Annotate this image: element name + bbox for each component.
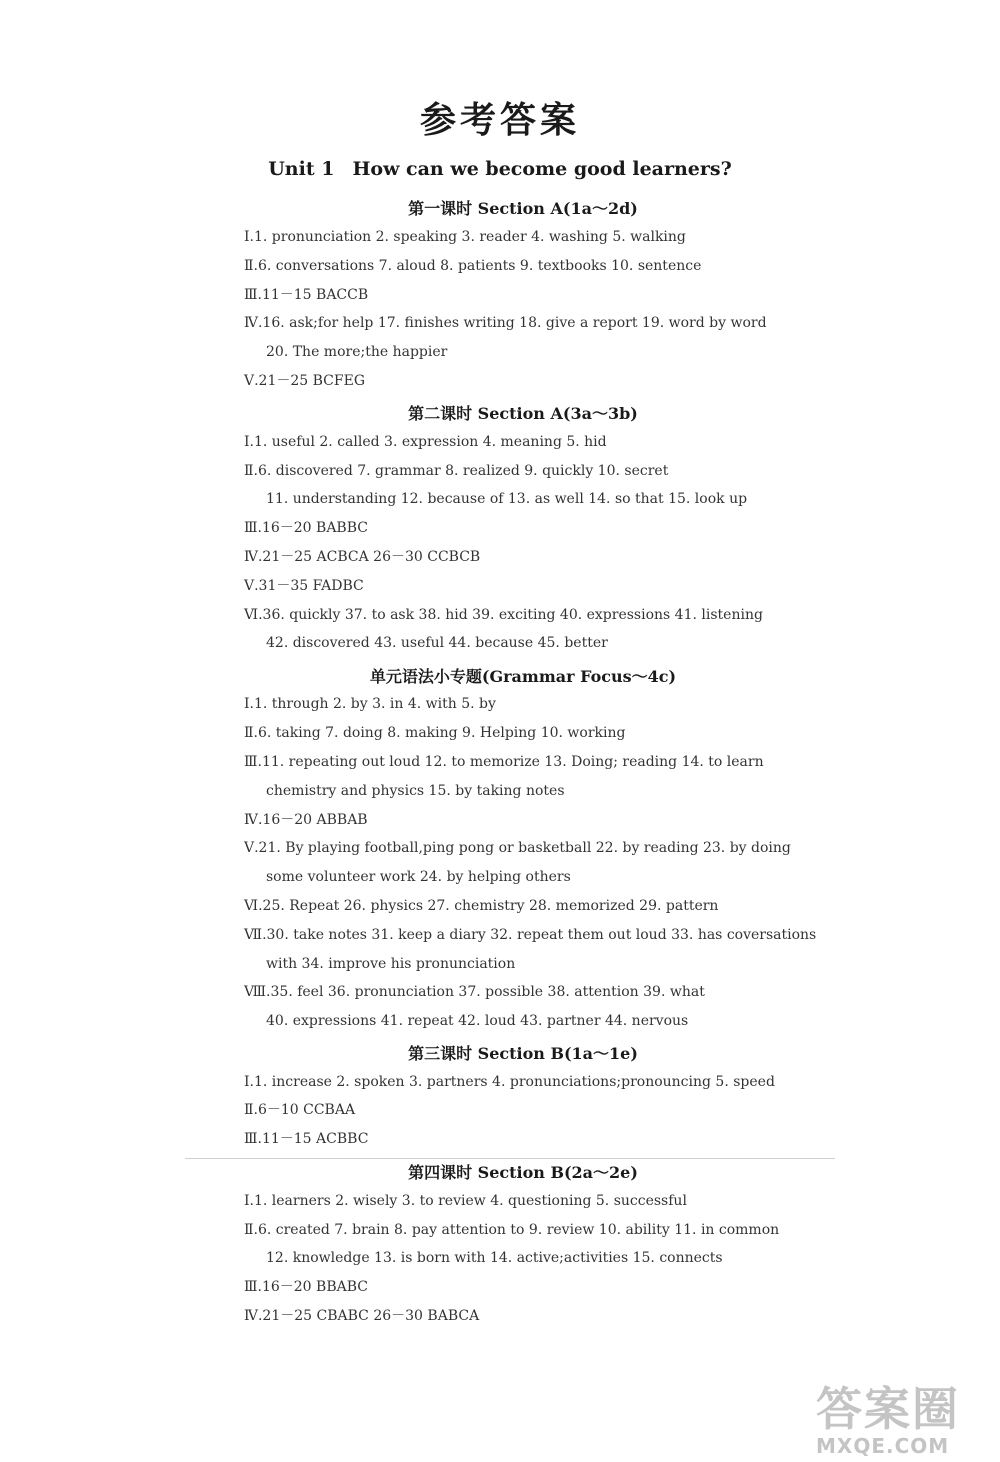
answer-line: Ⅱ.6. conversations 7. aloud 8. patients 9. textbooks 10. sentence (244, 258, 702, 274)
answer-line: 40. expressions 41. repeat 42. loud 43. partner 44. nervous (266, 1013, 689, 1029)
answer-line: Ⅰ.1. increase 2. spoken 3. partners 4. pronunciations;pronouncing 5. speed (244, 1074, 775, 1090)
answer-line: 12. knowledge 13. is born with 14. active;activities 15. connects (266, 1250, 723, 1266)
watermark (816, 1384, 996, 1458)
answer-line: Ⅳ.21－25 ACBCA 26－30 CCBCB (244, 549, 481, 565)
answer-line: Ⅲ.16－20 BABBC (244, 520, 368, 536)
watermark-logo: 答案圈 (816, 1382, 960, 1436)
answer-line: Ⅱ.6. taking 7. doing 8. making 9. Helping 10. working (244, 725, 626, 741)
section-heading: 第二课时 Section A(3a～3b) (408, 404, 638, 423)
watermark-url: MXQE.COM (816, 1434, 950, 1458)
answer-line: Ⅰ.1. through 2. by 3. in 4. with 5. by (244, 696, 496, 712)
answer-line: Ⅱ.6. created 7. brain 8. pay attention to 9. review 10. ability 11. in common (244, 1222, 780, 1238)
section-heading: 单元语法小专题(Grammar Focus～4c) (369, 667, 677, 686)
section-heading: 第一课时 Section A(1a～2d) (408, 199, 638, 218)
answer-line: Ⅲ.11－15 ACBBC (244, 1131, 369, 1147)
answer-line: Ⅳ.21－25 CBABC 26－30 BABCA (244, 1308, 480, 1324)
answer-line: Ⅵ.25. Repeat 26. physics 27. chemistry 28. memorized 29. pattern (244, 898, 719, 914)
answer-line: Ⅳ.16. ask;for help 17. finishes writing 18. give a report 19. word by word (244, 315, 767, 331)
answer-line: Ⅴ.21－25 BCFEG (244, 373, 366, 389)
answer-line: some volunteer work 24. by helping others (266, 869, 571, 885)
answer-line: Ⅶ.30. take notes 31. keep a diary 32. repeat them out loud 33. has coversations (244, 927, 817, 943)
answer-line: 20. The more;the happier (266, 344, 448, 360)
section-heading: 第四课时 Section B(2a～2e) (408, 1163, 638, 1182)
answer-line: 42. discovered 43. useful 44. because 45. better (266, 635, 608, 651)
answer-line: Ⅰ.1. useful 2. called 3. expression 4. meaning 5. hid (244, 434, 607, 450)
page-title: 参考答案 (419, 99, 580, 141)
answer-line: Ⅴ.31－35 FADBC (244, 578, 364, 594)
answer-line: 11. understanding 12. because of 13. as well 14. so that 15. look up (266, 491, 748, 507)
answer-line: Ⅲ.11－15 BACCB (244, 287, 369, 303)
section-heading: 第三课时 Section B(1a～1e) (408, 1044, 638, 1063)
answer-line: Ⅱ.6. discovered 7. grammar 8. realized 9. quickly 10. secret (244, 463, 669, 479)
answer-line: Ⅰ.1. pronunciation 2. speaking 3. reader 4. washing 5. walking (244, 229, 686, 245)
answer-line: Ⅷ.35. feel 36. pronunciation 37. possible 38. attention 39. what (244, 984, 705, 1000)
answer-line: with 34. improve his pronunciation (266, 956, 516, 972)
answer-line: Ⅲ.11. repeating out loud 12. to memorize 13. Doing; reading 14. to learn (244, 754, 764, 770)
unit-title (0, 158, 1000, 180)
divider (185, 1158, 835, 1159)
answer-line: Ⅰ.1. learners 2. wisely 3. to review 4. questioning 5. successful (244, 1193, 687, 1209)
answer-line: Ⅱ.6－10 CCBAA (244, 1102, 356, 1118)
answer-line: Ⅵ.36. quickly 37. to ask 38. hid 39. exciting 40. expressions 41. listening (244, 607, 763, 623)
unit-label: Unit 1 (268, 158, 335, 180)
unit-question: How can we become good learners? (352, 158, 732, 180)
answer-line: chemistry and physics 15. by taking notes (266, 783, 565, 799)
answer-line: Ⅴ.21. By playing football,ping pong or basketball 22. by reading 23. by doing (244, 840, 791, 856)
answer-line: Ⅲ.16－20 BBABC (244, 1279, 368, 1295)
answer-line: Ⅳ.16－20 ABBAB (244, 812, 368, 828)
